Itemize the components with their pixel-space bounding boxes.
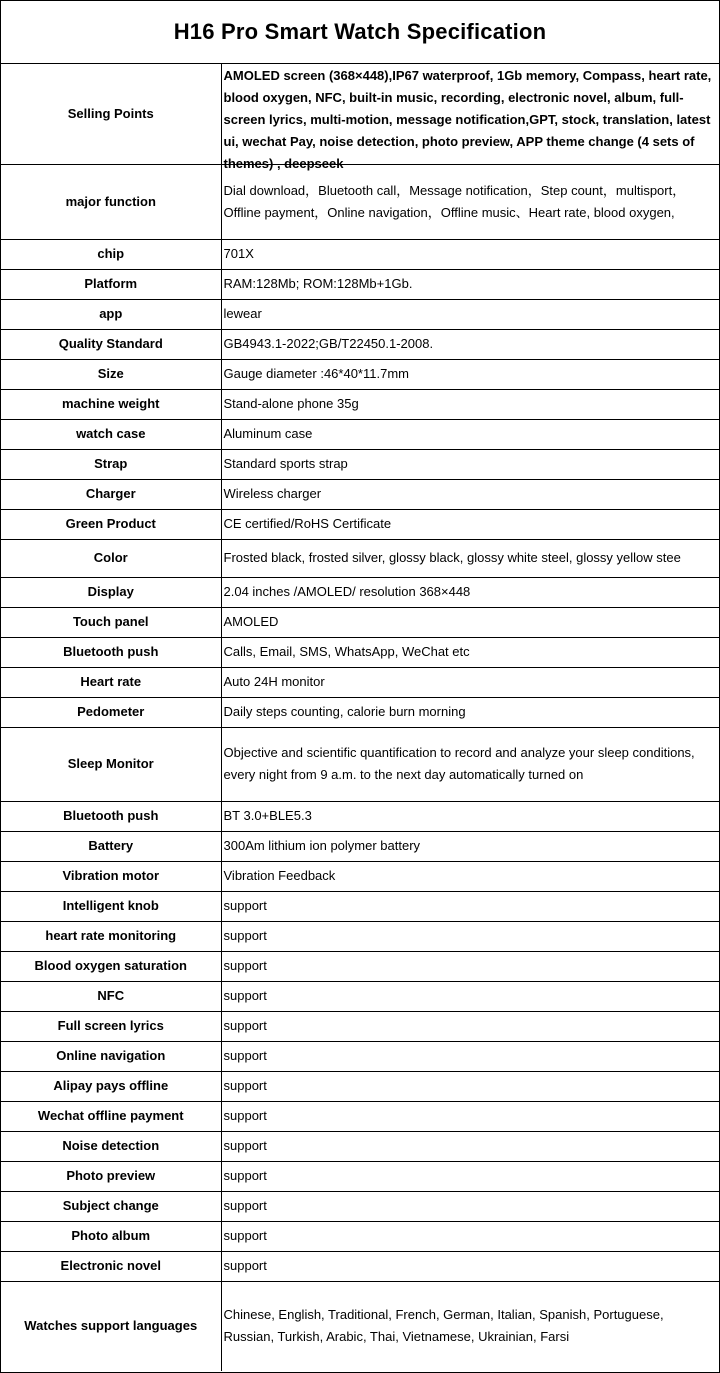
spec-value-text: AMOLED screen (368×448),IP67 waterproof, 1Gb memory, Compass, heart rate, blood oxygen, NFC, built-in music, recording, electronic novel, album, full-screen lyrics, multi-motion, message notification,GPT, stock, translation, latest ui, wechat Pay, noise detection, photo preview, APP theme change (4 sets of themes) , deepseek (223, 68, 712, 172)
spec-value-text: lewear (223, 306, 262, 321)
table-row (1, 1041, 719, 1071)
spec-value (221, 389, 719, 419)
spec-value (221, 239, 719, 269)
spec-label: Subject change (1, 1191, 221, 1221)
table-row (1, 577, 719, 607)
table-row (1, 637, 719, 667)
spec-value (221, 1191, 719, 1221)
spec-label: Online navigation (1, 1041, 221, 1071)
spec-value-text: support (223, 1168, 267, 1183)
spec-value-text: CE certified/RoHS Certificate (223, 516, 392, 531)
spec-value (221, 1011, 719, 1041)
spec-value (221, 164, 719, 239)
spec-label: chip (1, 239, 221, 269)
spec-value (221, 359, 719, 389)
spec-value (221, 801, 719, 831)
table-row (1, 329, 719, 359)
table-row (1, 299, 719, 329)
spec-value-text: support (223, 1228, 267, 1243)
spec-value-text: RAM:128Mb; ROM:128Mb+1Gb. (223, 276, 413, 291)
table-row (1, 697, 719, 727)
spec-value (221, 539, 719, 577)
spec-label: Color (1, 539, 221, 577)
spec-label: Blood oxygen saturation (1, 951, 221, 981)
spec-label: major function (1, 164, 221, 239)
spec-label: Vibration motor (1, 861, 221, 891)
spec-value (221, 1131, 719, 1161)
spec-value (221, 1281, 719, 1371)
spec-value-text: support (223, 898, 267, 913)
spec-label: Intelligent knob (1, 891, 221, 921)
spec-label: Heart rate (1, 667, 221, 697)
table-row (1, 831, 719, 861)
table-row (1, 1161, 719, 1191)
spec-value-text: Vibration Feedback (223, 868, 336, 883)
spec-value-text: 701X (223, 246, 254, 261)
spec-label: Touch panel (1, 607, 221, 637)
table-row (1, 1191, 719, 1221)
spec-value-text: support (223, 1018, 267, 1033)
spec-label: app (1, 299, 221, 329)
spec-value-text: support (223, 1108, 267, 1123)
spec-label: Full screen lyrics (1, 1011, 221, 1041)
spec-value-text: support (223, 1258, 267, 1273)
spec-value-text: support (223, 1048, 267, 1063)
table-row (1, 64, 719, 164)
spec-label: Display (1, 577, 221, 607)
spec-value (221, 667, 719, 697)
spec-value (221, 921, 719, 951)
spec-value-text: AMOLED (223, 614, 279, 629)
spec-value-text: Auto 24H monitor (223, 674, 325, 689)
spec-label: Pedometer (1, 697, 221, 727)
spec-label: Size (1, 359, 221, 389)
spec-value-text: support (223, 958, 267, 973)
spec-value-text: 2.04 inches /AMOLED/ resolution 368×448 (223, 584, 471, 599)
spec-value (221, 329, 719, 359)
table-row (1, 1221, 719, 1251)
spec-label: Charger (1, 479, 221, 509)
spec-label: Bluetooth push (1, 637, 221, 667)
spec-value (221, 861, 719, 891)
spec-label: NFC (1, 981, 221, 1011)
spec-value (221, 831, 719, 861)
table-row (1, 1011, 719, 1041)
table-row (1, 951, 719, 981)
spec-label: Photo album (1, 1221, 221, 1251)
spec-label: Alipay pays offline (1, 1071, 221, 1101)
spec-label: Quality Standard (1, 329, 221, 359)
table-row (1, 539, 719, 577)
spec-value (221, 1251, 719, 1281)
table-row (1, 1071, 719, 1101)
table-row (1, 269, 719, 299)
spec-label: watch case (1, 419, 221, 449)
spec-value-text: Chinese, English, Traditional, French, German, Italian, Spanish, Portuguese, Russian, Turkish, Arabic, Thai, Vietnamese, Ukrainian, Farsi (223, 1307, 664, 1345)
spec-label: Strap (1, 449, 221, 479)
spec-value-text: GB4943.1-2022;GB/T22450.1-2008. (223, 336, 434, 351)
table-row (1, 1251, 719, 1281)
spec-value (221, 951, 719, 981)
spec-label: Sleep Monitor (1, 727, 221, 801)
table-row (1, 607, 719, 637)
spec-value (221, 479, 719, 509)
spec-value-text: Stand-alone phone 35g (223, 396, 359, 411)
spec-value-text: Frosted black, frosted silver, glossy black, glossy white steel, glossy yellow stee (223, 550, 681, 565)
spec-label: Photo preview (1, 1161, 221, 1191)
spec-value-text: support (223, 1078, 267, 1093)
spec-value-text: support (223, 928, 267, 943)
table-row (1, 981, 719, 1011)
spec-value (221, 64, 719, 172)
table-row (1, 509, 719, 539)
spec-value (221, 509, 719, 539)
spec-value-text: Calls, Email, SMS, WhatsApp, WeChat etc (223, 644, 470, 659)
spec-value (221, 607, 719, 637)
table-row (1, 861, 719, 891)
page-title: H16 Pro Smart Watch Specification (1, 1, 719, 64)
spec-label: heart rate monitoring (1, 921, 221, 951)
spec-value (221, 697, 719, 727)
spec-value-text: support (223, 1138, 267, 1153)
spec-value-text: 300Am lithium ion polymer battery (223, 838, 421, 853)
table-row (1, 801, 719, 831)
spec-value (221, 1041, 719, 1071)
spec-value (221, 1221, 719, 1251)
table-row (1, 1101, 719, 1131)
spec-value-text: BT 3.0+BLE5.3 (223, 808, 312, 823)
table-row (1, 727, 719, 801)
spec-table (1, 64, 719, 1371)
spec-value-text: Standard sports strap (223, 456, 348, 471)
spec-value (221, 269, 719, 299)
spec-value (221, 981, 719, 1011)
spec-value (221, 637, 719, 667)
table-row (1, 419, 719, 449)
spec-value-text: Objective and scientific quantification to record and analyze your sleep conditions, every night from 9 a.m. to the next day automatically turned on (223, 745, 695, 782)
spec-value-text: support (223, 988, 267, 1003)
spec-label: Electronic novel (1, 1251, 221, 1281)
spec-label: Selling Points (1, 64, 221, 164)
spec-value (221, 299, 719, 329)
spec-label: Green Product (1, 509, 221, 539)
spec-label: machine weight (1, 389, 221, 419)
spec-value-text: Gauge diameter :46*40*11.7mm (223, 366, 409, 381)
spec-label: Watches support languages (1, 1281, 221, 1371)
spec-value-text: Daily steps counting, calorie burn morning (223, 704, 466, 719)
spec-value (221, 1101, 719, 1131)
table-row (1, 891, 719, 921)
spec-value (221, 891, 719, 921)
table-row (1, 359, 719, 389)
table-row (1, 239, 719, 269)
spec-value-text: Wireless charger (223, 486, 322, 501)
spec-value-text: support (223, 1198, 267, 1213)
spec-label: Bluetooth push (1, 801, 221, 831)
table-row (1, 667, 719, 697)
spec-value-text: Aluminum case (223, 426, 313, 441)
table-row (1, 1281, 719, 1371)
spec-label: Noise detection (1, 1131, 221, 1161)
spec-value (221, 727, 719, 801)
table-row (1, 921, 719, 951)
spec-value (221, 1071, 719, 1101)
spec-label: Wechat offline payment (1, 1101, 221, 1131)
spec-value (221, 577, 719, 607)
spec-label: Platform (1, 269, 221, 299)
table-row (1, 164, 719, 239)
spec-value (221, 419, 719, 449)
table-row (1, 1131, 719, 1161)
spec-label: Battery (1, 831, 221, 861)
table-row (1, 479, 719, 509)
table-row (1, 389, 719, 419)
spec-value (221, 449, 719, 479)
spec-value-text: Dial download，Bluetooth call，Message notification，Step count，multisport，Offline payment，Online navigation，Offline music、Heart rate, blood oxygen, (223, 182, 686, 220)
spec-value (221, 1161, 719, 1191)
table-row (1, 449, 719, 479)
